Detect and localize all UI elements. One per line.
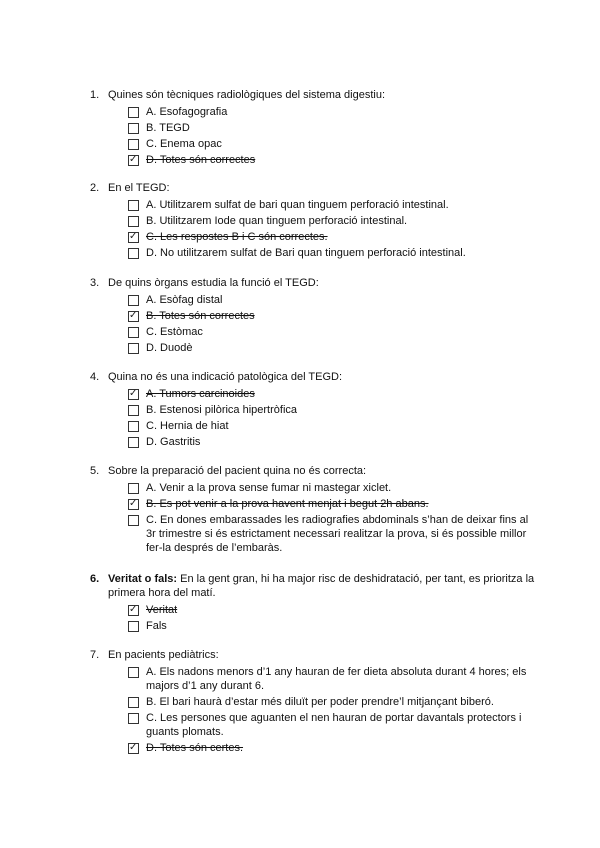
option-d[interactable] (128, 435, 540, 449)
question-number: 7. (90, 649, 100, 661)
question-number: 3. (90, 277, 100, 289)
option-label: B. Utilitzarem Iode quan tinguem perforació intestinal. (146, 215, 408, 227)
checkbox-checked[interactable] (128, 743, 139, 754)
question-text: Sobre la preparació del pacient quina no és correcta: (108, 465, 367, 477)
option-label: C. Enema opac (146, 138, 222, 150)
option-b[interactable] (128, 497, 540, 511)
question-text (108, 572, 540, 600)
option-label: D. No utilitzarem sulfat de Bari quan tinguem perforació intestinal. (146, 247, 466, 259)
option-a[interactable] (128, 387, 540, 401)
option-label: D. Duodè (146, 342, 193, 354)
option-label: D. Totes són correctes (146, 154, 256, 166)
checkbox[interactable] (128, 621, 139, 632)
option-label: B. TEGD (146, 122, 190, 134)
option-label: B. El bari haurà d’estar més diluït per poder prendre’l mitjançant biberó. (146, 696, 494, 708)
checkbox[interactable] (128, 216, 139, 227)
option-true[interactable] (128, 603, 540, 617)
option-label: C. Hernia de hiat (146, 420, 229, 432)
option-b[interactable] (128, 121, 540, 135)
option-a[interactable] (128, 293, 540, 307)
checkbox-checked[interactable] (128, 499, 139, 510)
option-d[interactable] (128, 153, 540, 167)
checkbox[interactable] (128, 248, 139, 259)
checkbox[interactable] (128, 107, 139, 118)
checkbox[interactable] (128, 139, 139, 150)
checkbox-checked[interactable] (128, 232, 139, 243)
question-5 (90, 464, 540, 557)
question-6 (90, 572, 540, 635)
option-a[interactable] (128, 105, 540, 119)
question-body: En la gent gran, hi ha major risc de deshidratació, per tant, es prioritza la primera hora del matí. (108, 573, 535, 599)
question-bold-prefix: Veritat o fals: (108, 573, 178, 585)
checkbox[interactable] (128, 713, 139, 724)
option-label: C. Estòmac (146, 326, 203, 338)
checkbox[interactable] (128, 515, 139, 526)
checkbox[interactable] (128, 437, 139, 448)
option-label: A. Tumors carcinoides (146, 388, 255, 400)
checkbox[interactable] (128, 697, 139, 708)
option-label: Fals (146, 620, 167, 632)
option-label: B. Estenosi pilòrica hipertròfica (146, 404, 298, 416)
checkbox-checked[interactable] (128, 155, 139, 166)
option-d[interactable] (128, 246, 540, 260)
option-c[interactable] (128, 513, 540, 555)
checkbox[interactable] (128, 200, 139, 211)
option-label: A. Esòfag distal (146, 294, 223, 306)
option-c[interactable] (128, 325, 540, 339)
checkbox-checked[interactable] (128, 311, 139, 322)
checkbox[interactable] (128, 123, 139, 134)
question-3 (90, 276, 540, 357)
option-c[interactable] (128, 711, 540, 739)
question-7 (90, 648, 540, 757)
checkbox[interactable] (128, 343, 139, 354)
option-label: B. Es pot venir a la prova havent menjat i begut 2h abans. (146, 498, 429, 510)
question-4 (90, 370, 540, 451)
option-label: C. Les respostes B i C són correctes. (146, 231, 328, 243)
question-text: En pacients pediàtrics: (108, 649, 219, 661)
checkbox-checked[interactable] (128, 605, 139, 616)
option-label: Veritat (146, 604, 178, 616)
option-label: C. Les persones que aguanten el nen hauran de portar davantals protectors i guants plomats. (146, 712, 522, 738)
question-2 (90, 181, 540, 262)
option-b[interactable] (128, 695, 540, 709)
checkbox[interactable] (128, 327, 139, 338)
option-a[interactable] (128, 481, 540, 495)
checkbox[interactable] (128, 405, 139, 416)
question-number: 1. (90, 89, 100, 101)
checkbox[interactable] (128, 667, 139, 678)
checkbox[interactable] (128, 295, 139, 306)
option-label: A. Els nadons menors d’1 any hauran de fer dieta absoluta durant 4 hores; els majors d’1 any durant 6. (146, 666, 527, 692)
option-b[interactable] (128, 309, 540, 323)
option-c[interactable] (128, 137, 540, 151)
option-b[interactable] (128, 214, 540, 228)
option-c[interactable] (128, 419, 540, 433)
option-a[interactable] (128, 665, 540, 693)
option-label: A. Esofagografia (146, 106, 228, 118)
question-1 (90, 88, 540, 169)
question-number: 2. (90, 182, 100, 194)
option-label: D. Gastritis (146, 436, 201, 448)
option-d[interactable] (128, 741, 540, 755)
option-label: C. En dones embarassades les radiografies abdominals s’han de deixar fins al 3r trimestre si és estrictament necessari realitzar la prova, si és possible millor fer-la després de l’embaràs. (146, 514, 529, 554)
question-text: Quina no és una indicació patològica del TEGD: (108, 371, 342, 383)
checkbox[interactable] (128, 483, 139, 494)
question-number: 6. (90, 573, 100, 585)
question-number: 4. (90, 371, 100, 383)
option-a[interactable] (128, 198, 540, 212)
checkbox[interactable] (128, 421, 139, 432)
option-label: A. Venir a la prova sense fumar ni mastegar xiclet. (146, 482, 392, 494)
option-b[interactable] (128, 403, 540, 417)
option-false[interactable] (128, 619, 540, 633)
question-number: 5. (90, 465, 100, 477)
question-text: De quins òrgans estudia la funció el TEGD: (108, 277, 319, 289)
option-label: A. Utilitzarem sulfat de bari quan tinguem perforació intestinal. (146, 199, 449, 211)
question-text: En el TEGD: (108, 182, 170, 194)
option-c[interactable] (128, 230, 540, 244)
question-text: Quines són tècniques radiològiques del sistema digestiu: (108, 89, 385, 101)
option-label: B. Totes són correctes (146, 310, 255, 322)
checkbox-checked[interactable] (128, 389, 139, 400)
option-label: D. Totes són certes. (146, 742, 244, 754)
option-d[interactable] (128, 341, 540, 355)
